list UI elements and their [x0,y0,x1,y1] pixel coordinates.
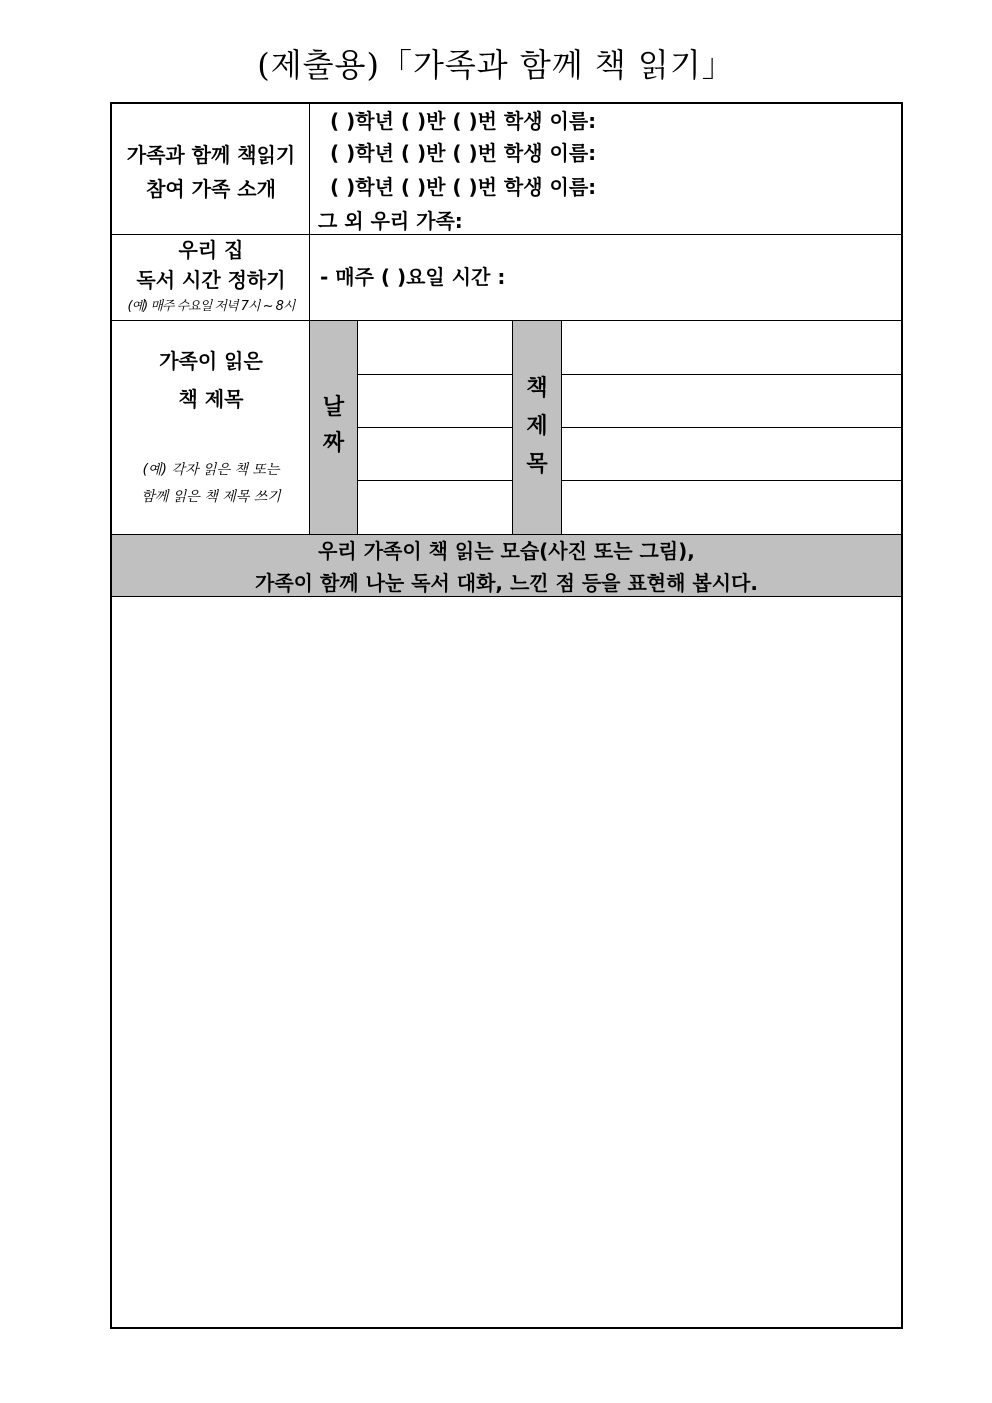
divider [357,480,513,481]
book-title-cell-1[interactable] [562,322,902,373]
expression-banner-line2: 가족이 함께 나눈 독서 대화, 느낀 점 등을 표현해 봅시다. [255,571,758,595]
divider [561,321,562,535]
book-title-cell-2[interactable] [562,375,902,426]
books-read-example-line2: 함께 읽은 책 제목 쓰기 [141,489,281,505]
divider [112,320,901,321]
divider [561,480,901,481]
date-cell-3[interactable] [358,428,512,479]
books-read-example [112,456,310,510]
date-header-char-2: 짜 [322,431,345,456]
reading-time-example: (예) 매주 수요일 저녁 7시 ~ 8시 [127,299,295,314]
divider [357,427,513,428]
books-read-label-line1: 가족이 읽은 [159,349,263,373]
reading-time-label-line1: 우리 집 [178,238,244,262]
student-line-1[interactable]: ( )학년 ( )반 ( )번 학생 이름: [330,109,597,133]
divider [561,427,901,428]
book-title-cell-3[interactable] [562,428,902,479]
book-title-header-char-1: 책 [526,376,548,401]
page-title: (제출용)「가족과 함께 책 읽기」 [257,46,735,84]
divider [512,321,513,535]
expression-banner-line1: 우리 가족이 책 읽는 모습(사진 또는 그림), [318,539,695,563]
submission-form [110,102,903,1329]
divider [112,234,901,235]
books-read-label-line2: 책 제목 [178,387,244,411]
drawing-area[interactable] [112,598,901,1327]
divider [561,374,901,375]
date-header-char-1: 날 [322,395,345,420]
book-title-header-char-2: 제 [526,414,548,439]
divider [357,374,513,375]
student-line-3[interactable]: ( )학년 ( )반 ( )번 학생 이름: [330,175,597,199]
book-title-cell-4[interactable] [562,481,902,533]
family-intro-label [112,138,310,206]
divider [309,104,310,535]
books-read-label [112,342,310,418]
student-line-2[interactable]: ( )학년 ( )반 ( )번 학생 이름: [330,141,597,165]
reading-time-label [112,236,310,318]
divider [357,321,358,535]
book-title-header-char-3: 목 [526,452,548,477]
family-intro-label-line1: 가족과 함께 책읽기 [126,143,296,167]
books-read-example-line1: (예) 각자 읽은 책 또는 [142,462,280,478]
date-cell-4[interactable] [358,481,512,533]
date-cell-2[interactable] [358,375,512,426]
reading-time-label-line2: 독서 시간 정하기 [136,268,286,292]
date-cell-1[interactable] [358,322,512,373]
other-family-field[interactable]: 그 외 우리 가족: [318,209,463,233]
divider [112,596,901,597]
reading-time-field[interactable]: - 매주 ( )요일 시간 : [320,265,506,289]
family-intro-label-line2: 참여 가족 소개 [146,177,276,201]
